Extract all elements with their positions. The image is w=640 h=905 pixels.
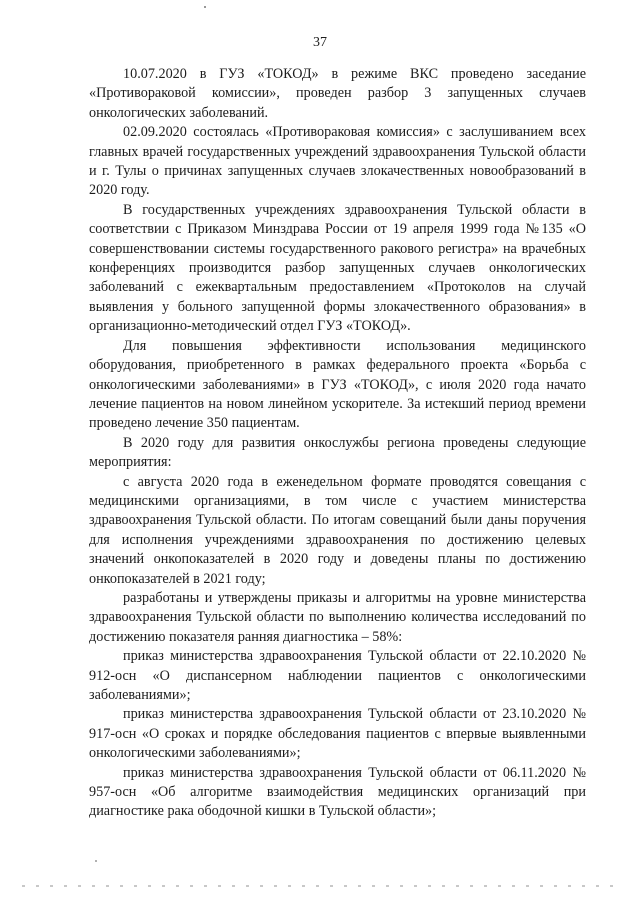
document-body (89, 65, 586, 822)
scan-bottom-edge (22, 885, 618, 887)
paragraph-order-957: приказ министерства здравоохранения Тульской области от 06.11.2020 № 957-осн «Об алгоритме взаимодействия медицинских организаций при диагностике рака ободочной кишки в Тульской области»; (89, 764, 586, 820)
paragraph-measures-intro: В 2020 году для развития онкослужбы региона проведены следующие мероприятия: (89, 434, 586, 471)
page-number: 37 (313, 35, 327, 50)
paragraph-anticancer-commission-september: 02.09.2020 состоялась «Противораковая комиссия» с заслушиванием всех главных врачей государственных учреждений здравоохранения Тульской области и г. Тулы о причинах запущенных случаев злокачественных новообразований в 2020 году. (89, 124, 586, 199)
paragraph-orders-developed: разработаны и утверждены приказы и алгоритмы на уровне министерства здравоохранения Тульской области по выполнению количества исследований по достижению показателя ранняя диагностика – 58%: (89, 589, 586, 645)
paragraph-cancer-registry-order: В государственных учреждениях здравоохранения Тульской области в соответствии с Приказом Минздрава России от 19 апреля 1999 года №135 «О совершенствовании системы государственного ракового регистра» на врачебных конференциях производится разбор запущенных случаев онкологических заболеваний с ежеквартальным предоставлением «Протоколов на случай выявления у больного запущенной формы злокачественного образования» в организационно-методический отдел ГУЗ «ТОКОД». (89, 201, 586, 335)
paragraph-order-912: приказ министерства здравоохранения Тульской области от 22.10.2020 № 912-осн «О диспансерном наблюдении пациентов с онкологическими заболеваниями»; (89, 648, 586, 703)
paragraph-anticancer-commission-july: 10.07.2020 в ГУЗ «ТОКОД» в режиме ВКС проведено заседание «Противораковой комиссии», проведен разбор 3 запущенных случаев онкологических заболеваний. (89, 66, 586, 121)
paragraph-order-917: приказ министерства здравоохранения Тульской области от 23.10.2020 № 917-осн «О сроках и порядке обследования пациентов с впервые выявленными онкологическими заболеваниями»; (89, 706, 586, 762)
scan-speck (204, 6, 206, 8)
paragraph-linear-accelerator: Для повышения эффективности использования медицинского оборудования, приобретенного в рамках федерального проекта «Борьба с онкологическими заболеваниями» в ГУЗ «ТОКОД», с июля 2020 года начато лечение пациентов на новом линейном ускорителе. За истекший период времени проведено лечение 350 пациентам. (89, 337, 586, 432)
scan-speck (95, 860, 97, 862)
paragraph-weekly-meetings: с августа 2020 года в еженедельном формате проводятся совещания с медицинскими организациями, в том числе с участием министерства здравоохранения Тульской области. По итогам совещаний были даны поручения для исполнения учреждениями здравоохранения по достижению целевых значений онкопоказателей в 2020 году и доведены планы по достижению онкопоказателей в 2021 году; (89, 473, 586, 587)
